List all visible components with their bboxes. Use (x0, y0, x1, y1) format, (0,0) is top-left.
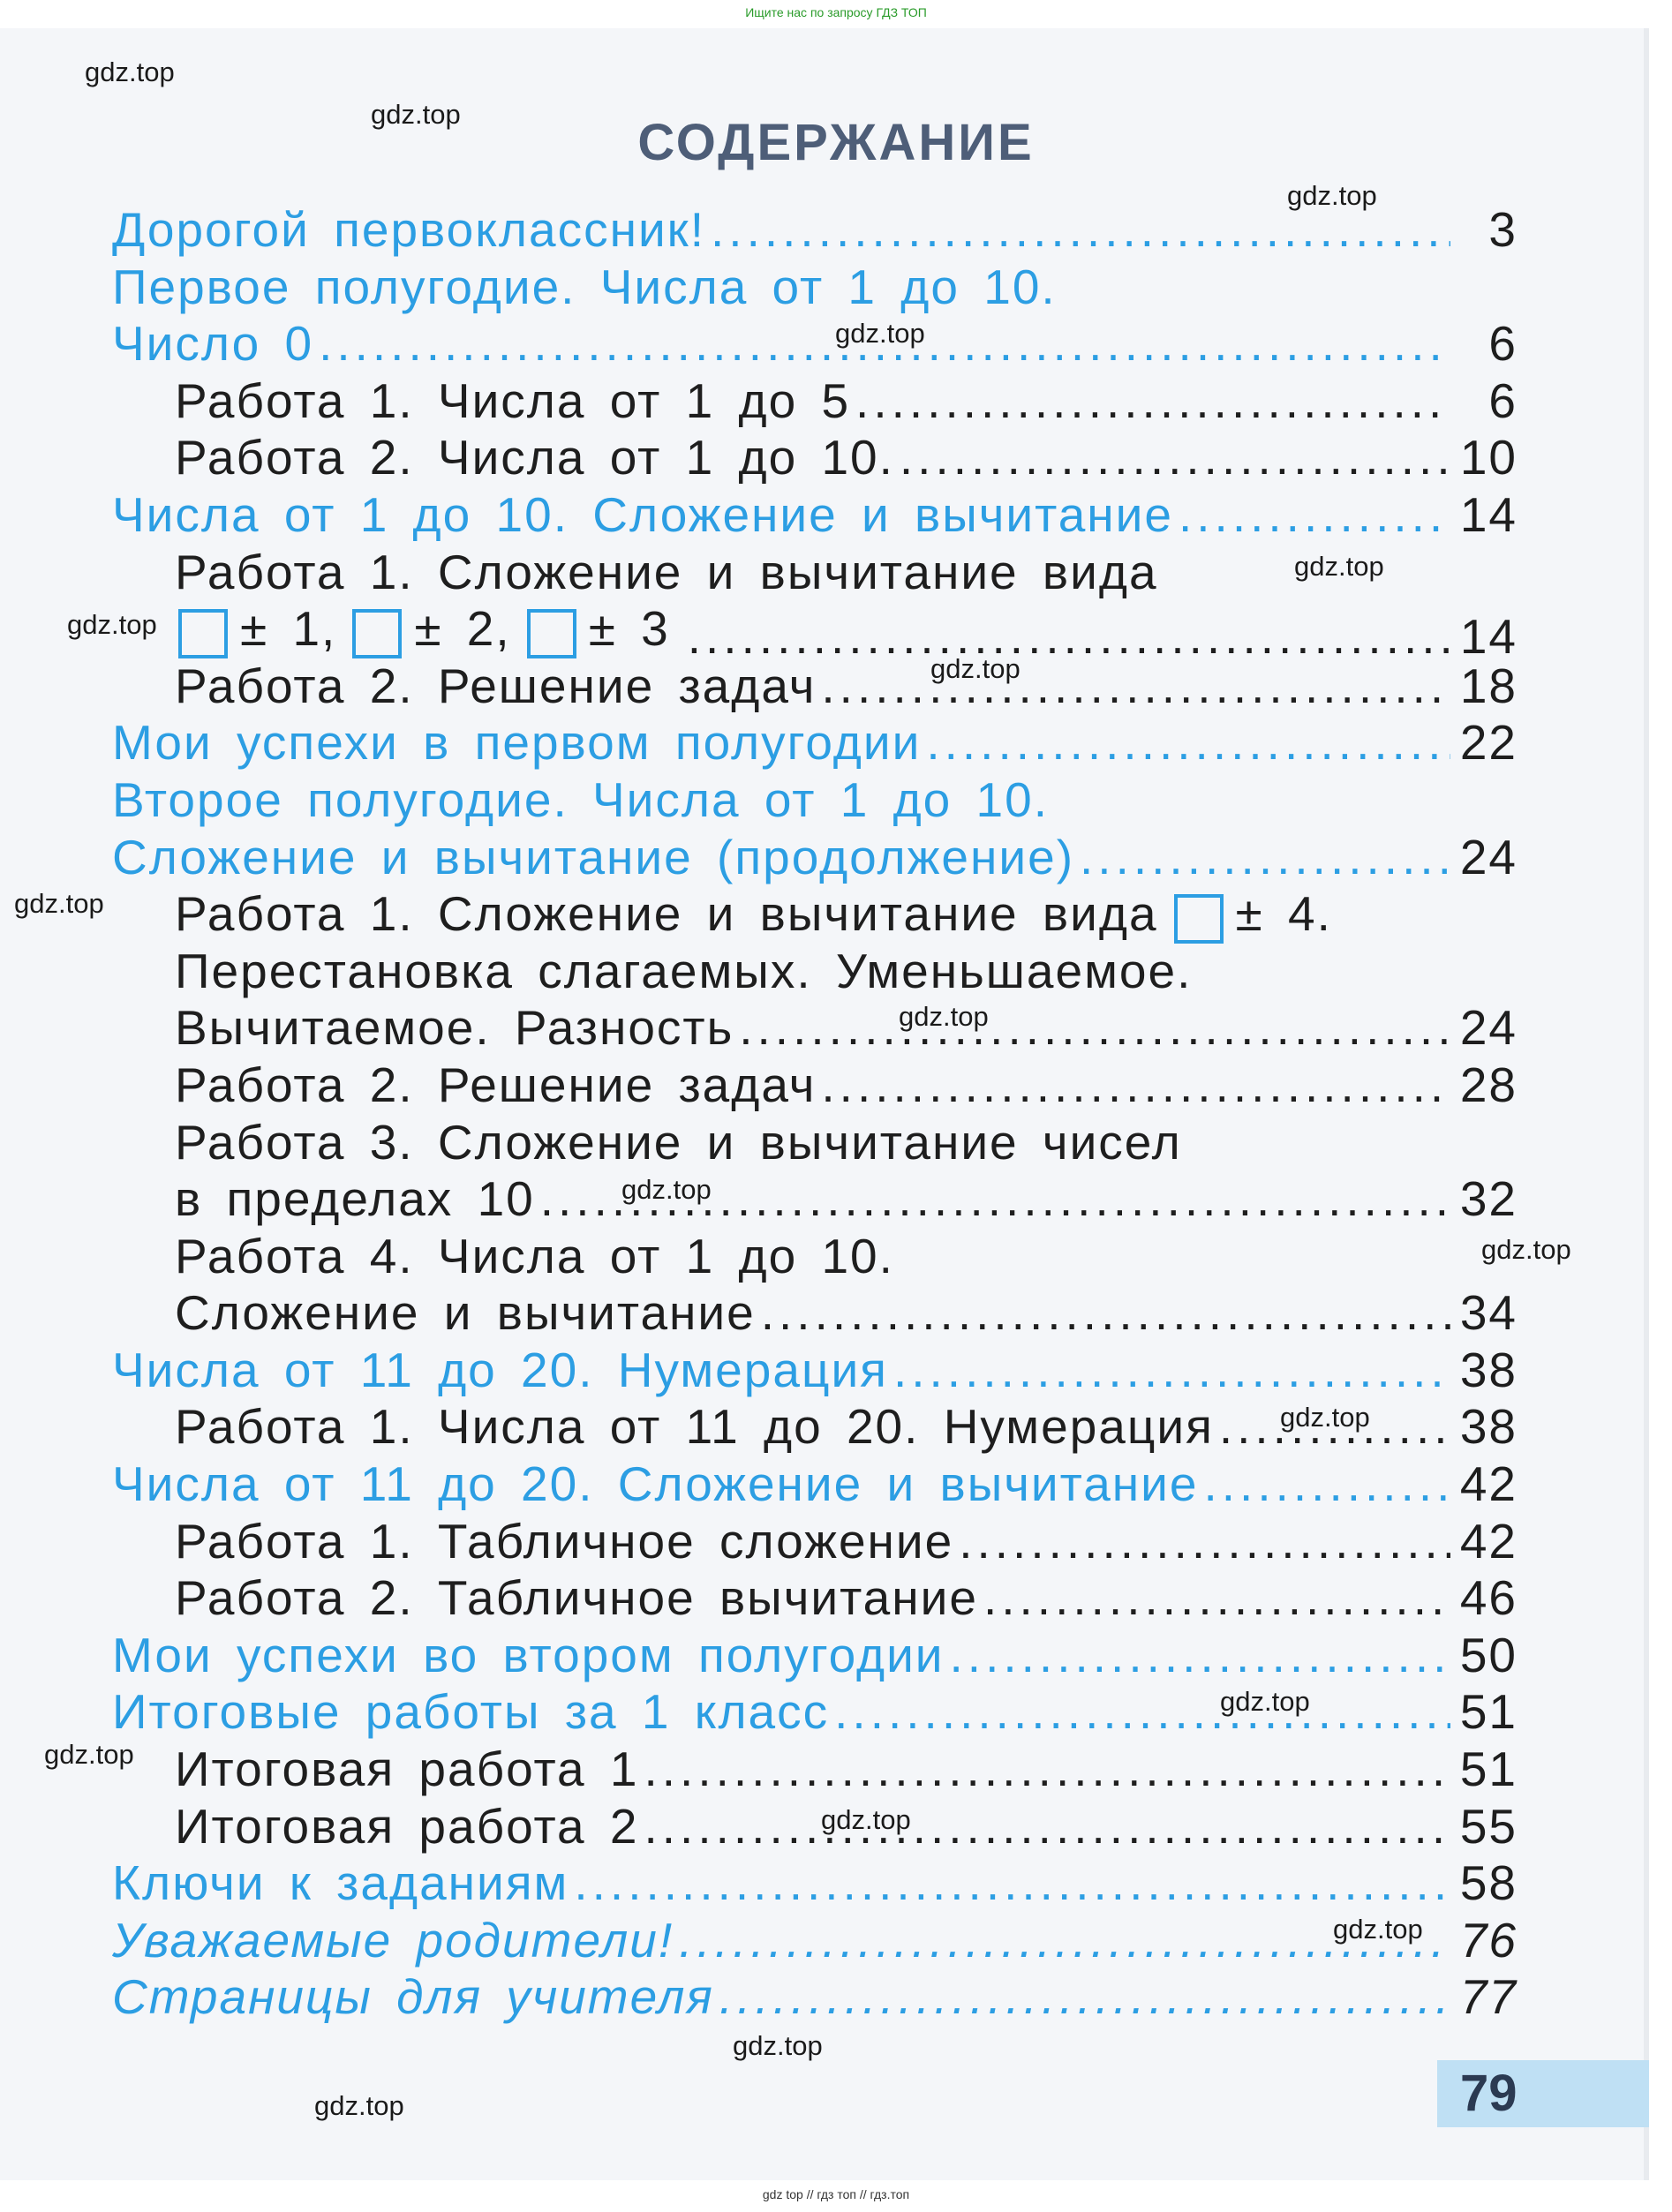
toc-row[interactable] (112, 999, 1518, 1057)
toc-label: Сложение и вычитание (175, 1285, 756, 1341)
watermark: gdz.top (1280, 1402, 1370, 1433)
toc-row[interactable] (112, 829, 1518, 886)
watermark: gdz.top (621, 1174, 712, 1205)
toc-row[interactable] (112, 1513, 1518, 1570)
toc-label: Работа 1. Сложение и вычитание вида (175, 544, 1158, 599)
toc-label: Перестановка слагаемых. Уменьшаемое. (175, 943, 1193, 998)
blank-box-icon (1174, 894, 1224, 944)
watermark: gdz.top (1287, 180, 1377, 211)
watermark: gdz.top (733, 2030, 823, 2061)
toc-row[interactable] (112, 658, 1518, 715)
watermark: gdz.top (85, 56, 175, 87)
toc-label: Итоговые работы за 1 класс (112, 1684, 830, 1740)
toc-row[interactable] (112, 1456, 1518, 1513)
table-of-contents (112, 201, 1518, 2026)
page-edge (1644, 28, 1649, 2180)
toc-page: 24 (1459, 829, 1518, 884)
blank-box-icon (527, 609, 576, 658)
toc-label: Второе полугодие. Числа от 1 до 10. (112, 771, 1049, 827)
dot-leader (644, 1741, 1450, 1798)
toc-label: Сложение и вычитание (продолжение) (112, 829, 1075, 884)
toc-page: 14 (1459, 609, 1518, 665)
toc-page: 32 (1459, 1171, 1518, 1227)
watermark: gdz.top (314, 2090, 404, 2121)
toc-row[interactable] (112, 372, 1518, 430)
watermark: gdz.top (14, 888, 104, 919)
toc-page: 6 (1488, 372, 1518, 428)
toc-label: Работа 1. Числа от 11 до 20. Нумерация (175, 1399, 1214, 1455)
toc-row[interactable] (112, 1284, 1518, 1342)
toc-page: 55 (1459, 1798, 1518, 1854)
toc-label: Работа 2. Табличное вычитание (175, 1570, 978, 1626)
toc-label: Итоговая работа 1 (175, 1742, 639, 1797)
toc-label: Работа 1. Сложение и вычитание вида ± 4. (175, 885, 1344, 943)
watermark: gdz.top (1481, 1234, 1571, 1265)
watermark: gdz.top (821, 1804, 911, 1835)
toc-page: 24 (1459, 1000, 1518, 1056)
search-hint: Ищите нас по запросу ГДЗ ТОП (745, 5, 927, 19)
dot-leader (574, 1855, 1450, 1912)
toc-row[interactable] (112, 1342, 1518, 1399)
toc-page: 77 (1459, 1969, 1518, 2025)
toc-label: Числа от 11 до 20. Нумерация (112, 1342, 888, 1397)
toc-page: 76 (1459, 1912, 1518, 1967)
toc-label: Уважаемые родители! (112, 1912, 674, 1967)
toc-label: Работа 1. Числа от 1 до 5 (175, 372, 851, 428)
page-title: СОДЕРЖАНИЕ (637, 114, 1035, 171)
dot-leader (900, 429, 1450, 486)
toc-page: 3 (1488, 202, 1518, 257)
toc-label: Работа 2. Решение задач (175, 1057, 817, 1112)
dot-leader (983, 1569, 1450, 1627)
dot-leader (761, 1284, 1450, 1342)
watermark: gdz.top (371, 99, 461, 130)
toc-page: 22 (1459, 715, 1518, 771)
toc-row[interactable] (112, 1912, 1518, 1969)
footer-note: gdz top // гдз топ // гдз.топ (762, 2187, 910, 2201)
toc-label: Ключи к заданиям (112, 1855, 569, 1911)
dot-leader (959, 1513, 1450, 1570)
dot-leader (644, 1798, 1450, 1855)
toc-label: Дорогой первоклассник! (112, 202, 706, 257)
toc-page: 18 (1459, 658, 1518, 713)
toc-label: Работа 4. Числа от 1 до 10. (175, 1228, 894, 1283)
toc-label: ± 1, ± 2, ± 3 (175, 600, 682, 658)
toc-row[interactable] (112, 1627, 1518, 1684)
toc-label: Первое полугодие. Числа от 1 до 10. (112, 259, 1057, 314)
toc-page: 58 (1459, 1855, 1518, 1911)
toc-row[interactable] (112, 1798, 1518, 1855)
toc-page: 46 (1459, 1570, 1518, 1626)
toc-page: 10 (1459, 430, 1518, 485)
toc-label: Работа 3. Сложение и вычитание чисел (175, 1114, 1182, 1170)
toc-row[interactable] (112, 1114, 1518, 1171)
toc-row[interactable] (112, 429, 1518, 486)
toc-row[interactable] (112, 943, 1518, 1000)
toc-row[interactable] (112, 1170, 1518, 1228)
toc-row[interactable] (112, 600, 1518, 665)
toc-label: Числа от 1 до 10. Сложение и вычитание (112, 486, 1173, 542)
toc-page: 42 (1459, 1456, 1518, 1512)
watermark: gdz.top (930, 653, 1021, 684)
dot-leader (739, 999, 1450, 1057)
toc-page: 51 (1459, 1684, 1518, 1740)
toc-page: 28 (1459, 1057, 1518, 1112)
dot-leader (821, 658, 1450, 715)
dot-leader (1080, 829, 1450, 886)
toc-page: 14 (1459, 486, 1518, 542)
toc-row[interactable] (112, 1228, 1518, 1285)
toc-label: Число 0 (112, 316, 314, 372)
watermark: gdz.top (1333, 1914, 1423, 1945)
toc-label: Мои успехи во втором полугодии (112, 1627, 945, 1682)
toc-page: 38 (1459, 1399, 1518, 1455)
blank-box-icon (352, 609, 402, 658)
dot-leader (821, 1057, 1450, 1114)
watermark: gdz.top (835, 318, 925, 349)
watermark: gdz.top (67, 609, 157, 640)
toc-row[interactable] (112, 1569, 1518, 1627)
toc-page: 50 (1459, 1627, 1518, 1682)
dot-leader (855, 372, 1450, 430)
toc-row[interactable] (112, 771, 1518, 829)
toc-row[interactable] (112, 259, 1518, 316)
toc-row[interactable] (112, 1741, 1518, 1798)
toc-row[interactable] (112, 885, 1518, 943)
toc-label: Вычитаемое. Разность (175, 1000, 734, 1056)
blank-box-icon (178, 609, 228, 658)
toc-row[interactable] (112, 315, 1518, 372)
dot-leader (893, 1342, 1450, 1399)
toc-label: Работа 2. Решение задач (175, 658, 817, 713)
toc-label: Итоговая работа 2 (175, 1798, 639, 1854)
page-number-tab: 79 (1437, 2060, 1649, 2127)
toc-page: 38 (1459, 1342, 1518, 1397)
dot-leader (926, 714, 1450, 771)
watermark: gdz.top (1220, 1686, 1310, 1717)
dot-leader (719, 1968, 1450, 2026)
dot-leader (1204, 1456, 1451, 1513)
toc-label: Мои успехи в первом полугодии (112, 715, 922, 771)
watermark: gdz.top (44, 1739, 134, 1770)
dot-leader (950, 1627, 1450, 1684)
toc-row[interactable] (112, 1057, 1518, 1114)
watermark: gdz.top (1294, 551, 1384, 582)
toc-label: Работа 2. Числа от 1 до 10. (175, 430, 894, 485)
dot-leader (834, 1683, 1450, 1741)
toc-page: 42 (1459, 1513, 1518, 1569)
toc-label: Работа 1. Табличное сложение (175, 1513, 954, 1569)
toc-row[interactable] (112, 486, 1518, 544)
toc-label: в пределах 10 (175, 1171, 535, 1227)
toc-label: Числа от 11 до 20. Сложение и вычитание (112, 1456, 1199, 1512)
toc-page: 51 (1459, 1742, 1518, 1797)
toc-label: Страницы для учителя (112, 1969, 714, 2025)
dot-leader (1179, 486, 1450, 544)
toc-row[interactable] (112, 714, 1518, 771)
toc-row[interactable] (112, 1968, 1518, 2026)
watermark: gdz.top (899, 1001, 989, 1032)
toc-row[interactable] (112, 1855, 1518, 1912)
toc-page: 34 (1459, 1285, 1518, 1341)
toc-page: 6 (1488, 316, 1518, 372)
